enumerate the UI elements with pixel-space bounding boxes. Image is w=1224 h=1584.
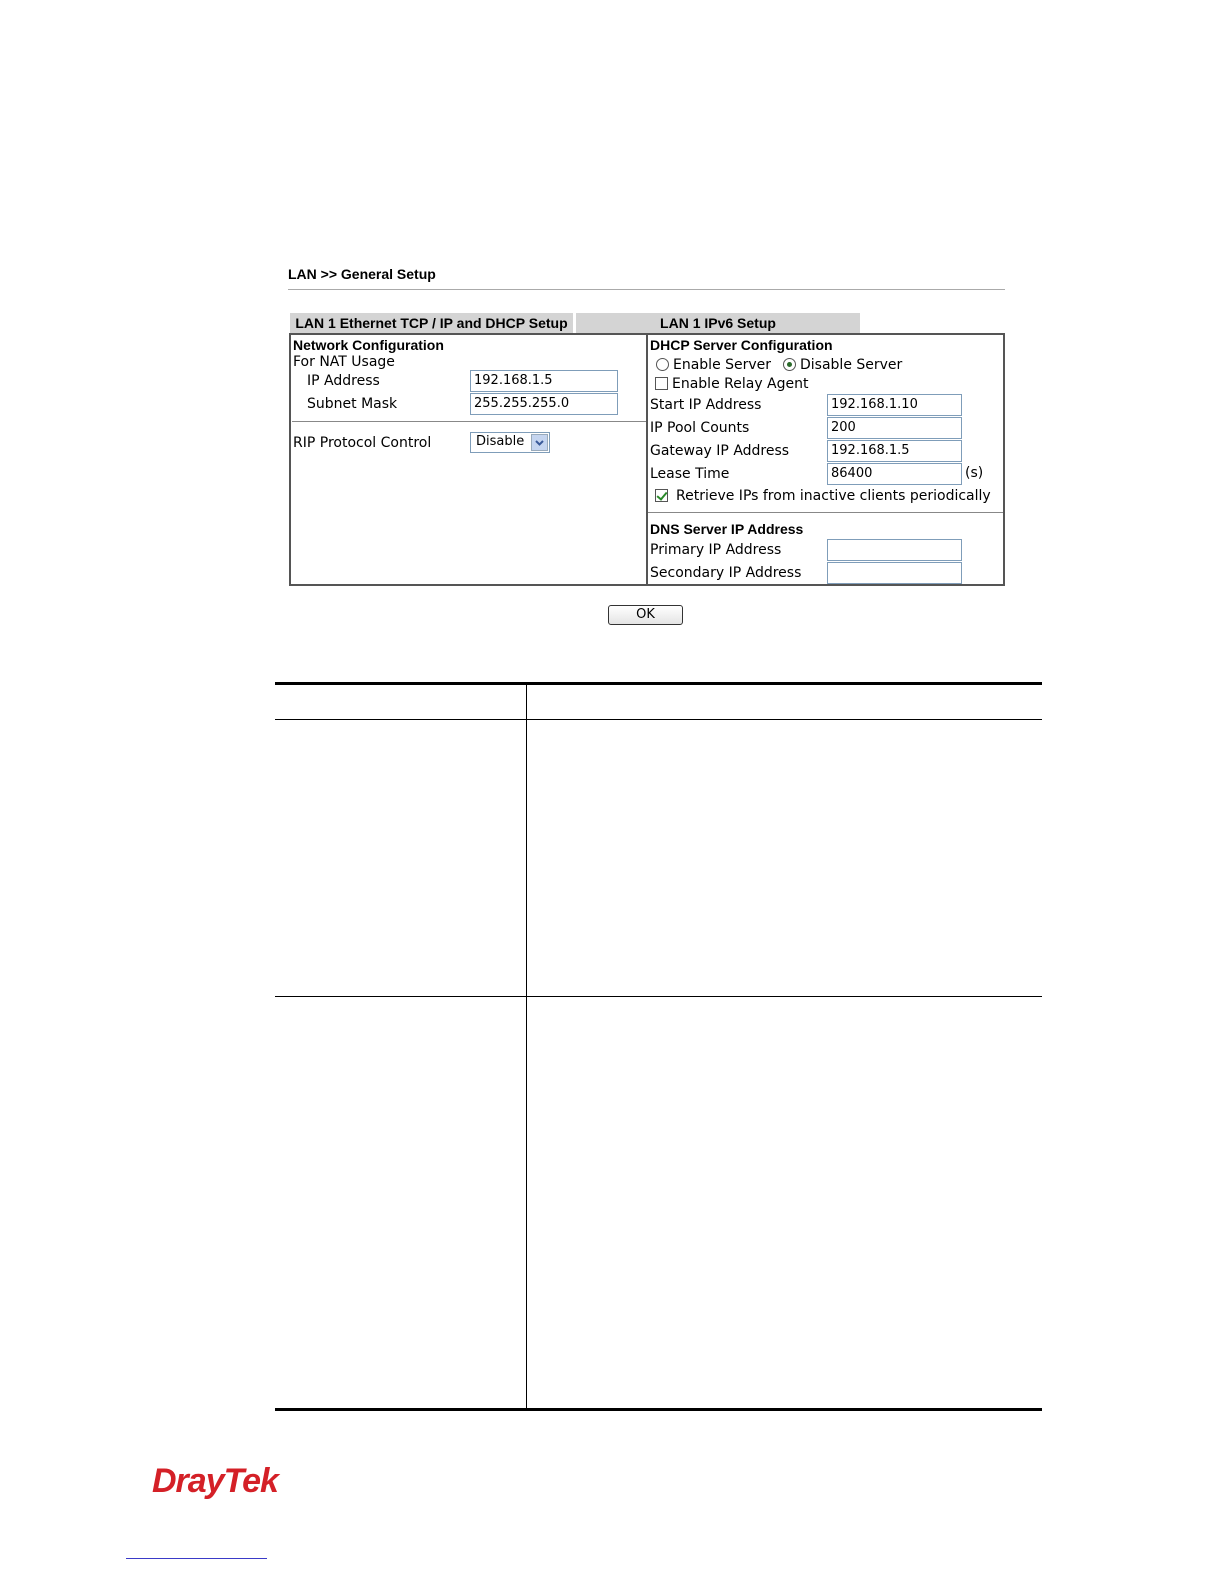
- secondary-dns-label: Secondary IP Address: [650, 565, 802, 581]
- enable-server-label: Enable Server: [673, 357, 772, 373]
- dhcp-section-title: DHCP Server Configuration: [650, 337, 833, 353]
- enable-server-radio[interactable]: [656, 358, 669, 371]
- draytek-logo: DrayTek: [152, 1462, 278, 1500]
- dns-divider: [648, 512, 1003, 513]
- for-nat-label: For NAT Usage: [293, 354, 395, 370]
- dns-section-title: DNS Server IP Address: [650, 521, 804, 537]
- ip-address-input[interactable]: 192.168.1.5: [470, 370, 618, 392]
- chevron-down-icon[interactable]: [531, 434, 548, 451]
- start-ip-label: Start IP Address: [650, 397, 762, 413]
- disable-server-radio[interactable]: [783, 358, 796, 371]
- table-bottom-rule: [275, 1408, 1042, 1411]
- title-divider: [288, 289, 1005, 290]
- network-divider: [292, 421, 646, 422]
- network-section-title: Network Configuration: [293, 337, 444, 353]
- page-title: LAN >> General Setup: [288, 266, 436, 282]
- subnet-mask-input[interactable]: 255.255.255.0: [470, 393, 618, 415]
- disable-server-label: Disable Server: [800, 357, 903, 373]
- gateway-ip-label: Gateway IP Address: [650, 443, 790, 459]
- subnet-mask-label: Subnet Mask: [307, 396, 398, 412]
- retrieve-ips-label: Retrieve IPs from inactive clients periodically: [676, 488, 991, 504]
- lease-time-label: Lease Time: [650, 466, 730, 482]
- pool-counts-label: IP Pool Counts: [650, 420, 750, 436]
- footer-rule: [126, 1558, 267, 1559]
- tab-lan1-ethernet[interactable]: LAN 1 Ethernet TCP / IP and DHCP Setup: [290, 313, 573, 333]
- table-column-rule: [526, 684, 527, 1409]
- rip-select-value: Disable: [476, 434, 525, 449]
- rip-label: RIP Protocol Control: [293, 435, 432, 451]
- tab-lan1-ipv6[interactable]: LAN 1 IPv6 Setup: [576, 313, 860, 333]
- lease-unit: (s): [965, 465, 984, 481]
- table-header-rule: [275, 719, 1042, 720]
- rip-select[interactable]: [470, 432, 550, 453]
- relay-agent-label: Enable Relay Agent: [672, 376, 809, 392]
- ok-button[interactable]: OK: [608, 605, 683, 625]
- table-row-rule: [275, 996, 1042, 997]
- gateway-ip-input[interactable]: 192.168.1.5: [827, 440, 962, 462]
- secondary-dns-input[interactable]: [827, 562, 962, 584]
- pool-counts-input[interactable]: 200: [827, 417, 962, 439]
- ip-address-label: IP Address: [307, 373, 380, 389]
- panel-divider: [646, 333, 648, 586]
- table-top-rule: [275, 682, 1042, 685]
- start-ip-input[interactable]: 192.168.1.10: [827, 394, 962, 416]
- primary-dns-label: Primary IP Address: [650, 542, 782, 558]
- lease-time-input[interactable]: 86400: [827, 463, 962, 485]
- primary-dns-input[interactable]: [827, 539, 962, 561]
- retrieve-ips-checkbox[interactable]: [655, 489, 668, 502]
- relay-agent-checkbox[interactable]: [655, 377, 668, 390]
